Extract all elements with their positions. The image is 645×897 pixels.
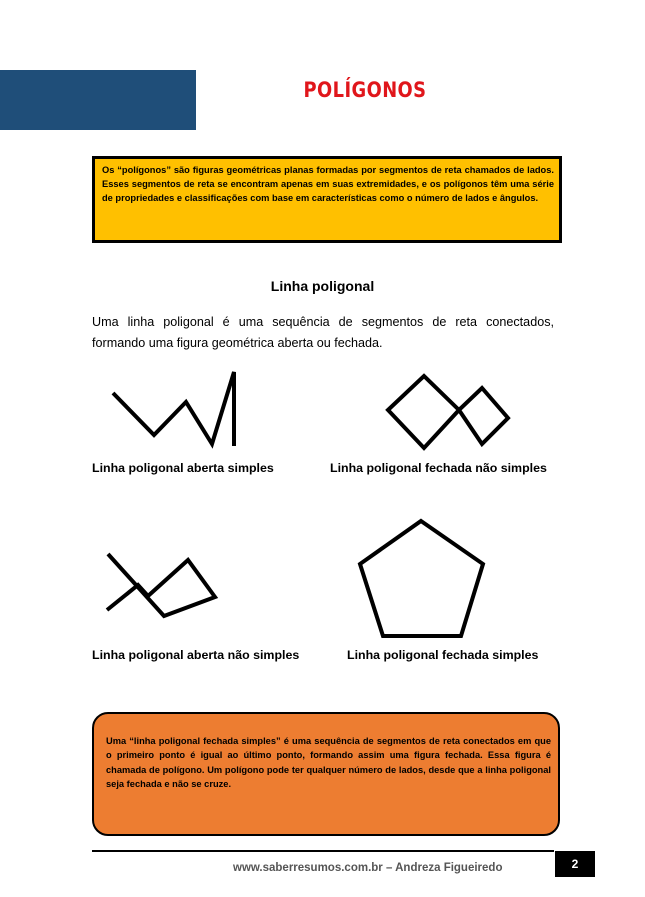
note-box: Uma “linha poligonal fechada simples” é uma sequência de segmentos de reta conectados em que o primeiro ponto é igual ao último ponto, formando assim uma figura fechada. Essa figura é chamada de polígono. Um polígono pode ter qualquer número de lados, desde que a linha poligonal seja fechada e não se cruze. [92, 712, 560, 836]
intro-box: Os “polígonos” são figuras geométricas planas formadas por segmentos de reta chamados de lados. Esses segmentos de reta se encontram apenas em suas extremidades, e os polígonos têm uma série de propriedades e classificações com base em características como o número de lados e ângulos. [92, 156, 562, 243]
footer-source: www.saberresumos.com.br – Andreza Figueiredo [233, 862, 503, 874]
open-nonsimple-polyline-icon [100, 548, 225, 620]
header-accent-bar [0, 70, 196, 130]
figure-caption: Linha poligonal aberta simples [92, 461, 274, 475]
page-title: POLÍGONOS [303, 78, 427, 102]
figure-caption: Linha poligonal fechada simples [347, 648, 539, 662]
figure-caption: Linha poligonal fechada não simples [330, 461, 547, 475]
page-number: 2 [555, 851, 595, 877]
section-heading: Linha poligonal [270, 278, 375, 294]
figure-caption: Linha poligonal aberta não simples [92, 648, 300, 662]
footer-divider [92, 850, 554, 852]
section-body: Uma linha poligonal é uma sequência de segmentos de reta conectados, formando uma figura geométrica aberta ou fechada. [92, 315, 554, 350]
open-simple-polyline-icon [108, 368, 243, 450]
closed-nonsimple-polyline-icon [380, 368, 520, 453]
pentagon-icon [355, 516, 490, 641]
